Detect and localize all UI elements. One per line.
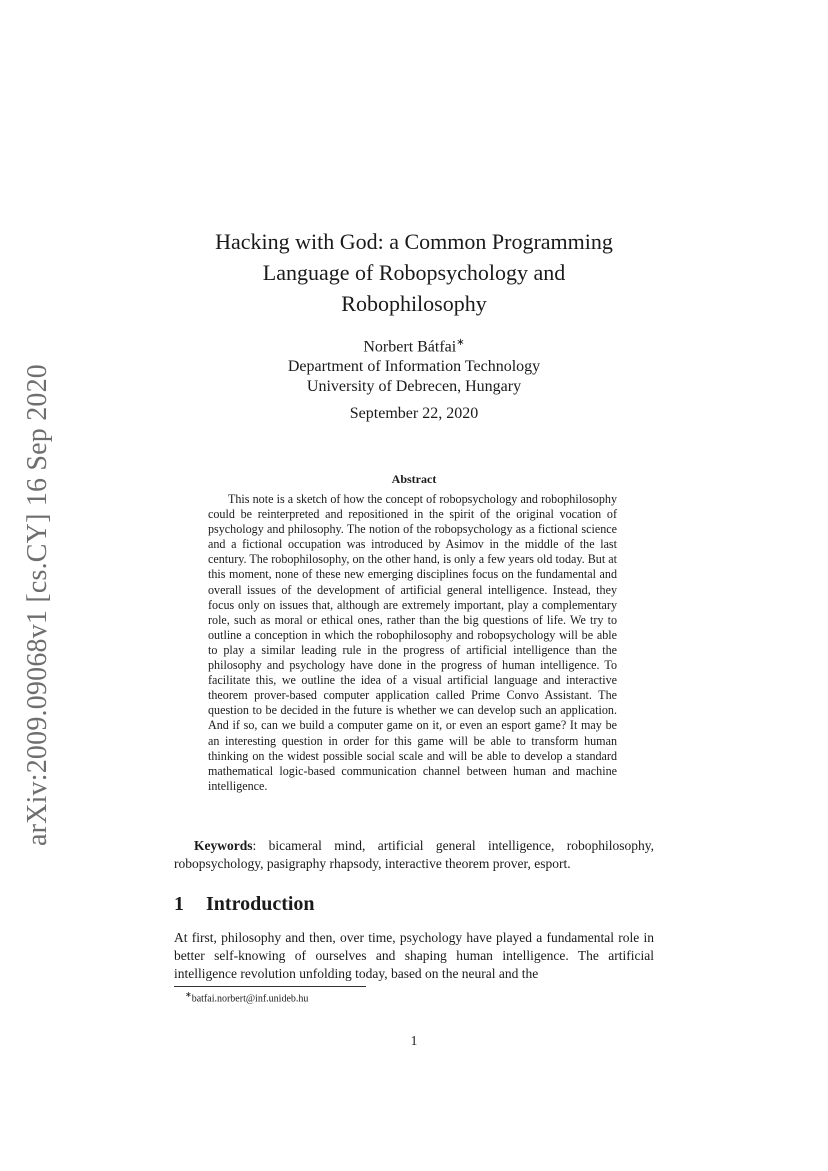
section-heading <box>174 893 315 916</box>
paper-date: September 22, 2020 <box>349 405 479 422</box>
arxiv-stamp <box>18 360 58 850</box>
keywords-paragraph <box>174 837 654 873</box>
author-university: University of Debrecen, Hungary <box>306 378 522 396</box>
page-number: 1 <box>410 1033 418 1048</box>
abstract-heading: Abstract <box>391 472 437 486</box>
keywords-text: : bicameral mind, artificial general intelligence, robophilosophy, robopsychology, pasigraphy rhapsody, interactive theorem prover, esport. <box>174 838 654 871</box>
author-department: Department of Information Technology <box>287 358 541 376</box>
author-footnote-marker: ∗ <box>456 337 465 348</box>
author-name: Norbert Bátfai <box>363 338 457 356</box>
keywords-label: Keywords <box>194 838 253 853</box>
title-line-3: Robophilosophy <box>341 291 487 316</box>
footnote-rule <box>174 986 366 987</box>
footnote <box>185 990 308 1004</box>
title-line-1: Hacking with God: a Common Programming <box>215 229 613 254</box>
footnote-email: batfai.norbert@inf.unideb.hu <box>191 993 309 1005</box>
arxiv-identifier: arXiv:2009.09068v1 [cs.CY] 16 Sep 2020 <box>22 363 54 847</box>
paper-title <box>150 226 678 319</box>
section-title: Introduction <box>206 893 315 915</box>
introduction-text: At first, philosophy and then, over time, psychology have played a fundamental role in better self-knowing of ourselves and shaping human intelligence. The artificial intelligence revolution unfolding today, based on the neural and the <box>174 930 654 981</box>
abstract-text: This note is a sketch of how the concept of robopsychology and robophilosophy could be reinterpreted and repositioned in the spirit of the original vocation of psychology and philosophy. The notion of the robopsychology as a fictional science and a fictional occupation was introduced by Asimov in the middle of the last century. The robophilosophy, on the other hand, is only a few years old today. But at this moment, none of these new emerging disciplines focus on the fundamental and overall issues of the development of artificial general intelligence. Instead, they focus only on issues that, although are extremely important, play a complementary role, such as moral or ethical ones, rather than the big questions of life. We try to outline a conception in which the robophilosophy and robopsychology will be able to play a similar leading rule in the progress of artificial intelligence than the philosophy and psychology have done in the progress of human intelligence. To facilitate this, we outline the idea of a visual artificial language and interactive theorem prover-based computer application called Prime Convo Assistant. The question to be decided in the future is whether we can develop such an application. And if so, can we build a computer game on it, or even an esport game? It may be an interesting question in order for this game will be able to transform human thinking on the widest possible social scale and will be able to develop a standard mathematical logic-based communication channel between human and machine intelligence. <box>208 492 617 793</box>
author-line <box>200 333 628 357</box>
footnote-marker: ∗ <box>185 990 192 999</box>
author-block <box>200 333 628 397</box>
title-line-2: Language of Robopsychology and <box>262 260 566 285</box>
section-number: 1 <box>174 893 184 915</box>
